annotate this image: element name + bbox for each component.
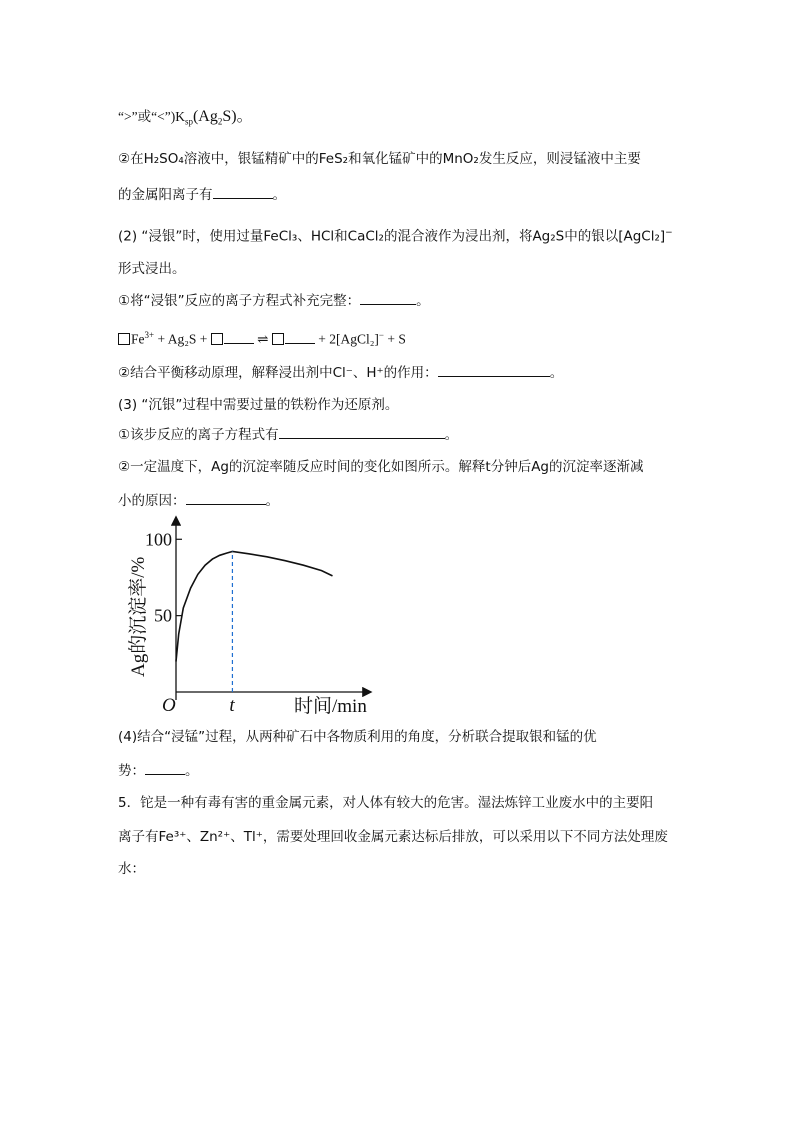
- answer-blank[interactable]: [285, 331, 315, 344]
- sedimentation-rate-chart: [118, 512, 388, 717]
- text-line-13: (4)结合“浸锰”过程，从两种矿石中各物质利用的角度，分析联合提取银和锰的优: [118, 729, 597, 745]
- line3-text: 的金属阳离子有: [118, 187, 213, 203]
- answer-blank[interactable]: [186, 492, 266, 505]
- line3-end: 。: [272, 187, 286, 203]
- eq-agcl2: + 2[AgCl₂]: [318, 331, 379, 347]
- y-tick-label: 100: [145, 529, 172, 550]
- text-line-12: [118, 492, 279, 510]
- origin-label: O: [162, 695, 176, 716]
- t-tick-label: t: [229, 695, 235, 716]
- y-tick-label: 50: [154, 605, 172, 626]
- line1-text-b: (Ag: [192, 108, 218, 125]
- answer-blank[interactable]: [360, 292, 416, 305]
- line12-end: 。: [265, 493, 279, 509]
- line6-text: ①将“浸银”反应的离子方程式补充完整：: [118, 293, 361, 309]
- text-line-6: [118, 292, 430, 310]
- line14-text: 势：: [118, 763, 145, 779]
- coefficient-box[interactable]: [211, 333, 223, 345]
- eq-fe-charge: 3+: [144, 330, 155, 340]
- eq-agcl2-charge: −: [378, 330, 384, 340]
- line1-text: “>”或“<”)K: [118, 109, 185, 124]
- text-line-4: [118, 224, 673, 246]
- text-line-17: 水：: [118, 861, 145, 877]
- answer-blank[interactable]: [438, 364, 550, 377]
- line6-end: 。: [416, 293, 430, 309]
- text-line-11: ②一定温度下，Ag的沉淀率随反应时间的变化如图所示。解释t分钟后Ag的沉淀率逐渐减: [118, 459, 644, 475]
- equation-line: [118, 326, 406, 349]
- line1-text-c: S)。: [222, 108, 253, 125]
- line10-end: 。: [444, 427, 459, 443]
- answer-blank[interactable]: [213, 186, 273, 199]
- line10-text: ①该步反应的离子方程式有: [118, 427, 279, 443]
- series-line: [176, 552, 333, 662]
- text-line-16: 离子有Fe³⁺、Zn²⁺、Tl⁺，需要处理回收金属元素达标后排放，可以采用以下不同方法处理废: [118, 829, 668, 845]
- x-axis-label: 时间/min: [294, 696, 367, 717]
- text-line-8: [118, 364, 563, 382]
- answer-blank[interactable]: [145, 762, 185, 775]
- text-line-9: (3) “沉银”过程中需要过量的铁粉作为还原剂。: [118, 397, 399, 413]
- eq-fe: Fe: [131, 331, 145, 347]
- ag2-subscript: 2: [217, 116, 223, 127]
- eq-ag2s: + Ag₂S +: [157, 331, 208, 347]
- text-line-2: ②在H₂SO₄溶液中，银锰精矿中的FeS₂和氧化锰矿中的MnO₂发生反应，则浸锰液中主要: [118, 151, 641, 167]
- text-line-3: [118, 186, 286, 204]
- line14-end: 。: [185, 763, 199, 779]
- eq-s: + S: [387, 331, 406, 347]
- text-line-10: [118, 426, 458, 444]
- equilibrium-arrow-icon: ⇌: [257, 331, 269, 347]
- line12-text: 小的原因：: [118, 493, 186, 509]
- coefficient-box[interactable]: [272, 333, 284, 345]
- line4-sup: −: [665, 228, 673, 238]
- text-line-5: 形式浸出。: [118, 261, 186, 277]
- text-line-1: [118, 108, 253, 131]
- answer-blank[interactable]: [279, 426, 445, 439]
- line8-end: 。: [549, 365, 564, 381]
- text-line-15: 5．铊是一种有毒有害的重金属元素，对人体有较大的危害。湿法炼锌工业废水中的主要阳: [118, 795, 654, 811]
- answer-blank[interactable]: [224, 331, 254, 344]
- ksp-subscript: sp: [184, 116, 193, 127]
- text-line-14: [118, 762, 199, 780]
- coefficient-box[interactable]: [118, 333, 130, 345]
- y-axis-label: Ag的沉淀率/%: [128, 556, 149, 677]
- line8-text: ②结合平衡移动原理，解释浸出剂中Cl⁻、H⁺的作用：: [118, 365, 438, 381]
- line4-text: (2) “浸银”时，使用过量FeCl₃、HCl和CaCl₂的混合液作为浸出剂，将Ag₂S中的银以[AgCl₂]: [118, 228, 666, 245]
